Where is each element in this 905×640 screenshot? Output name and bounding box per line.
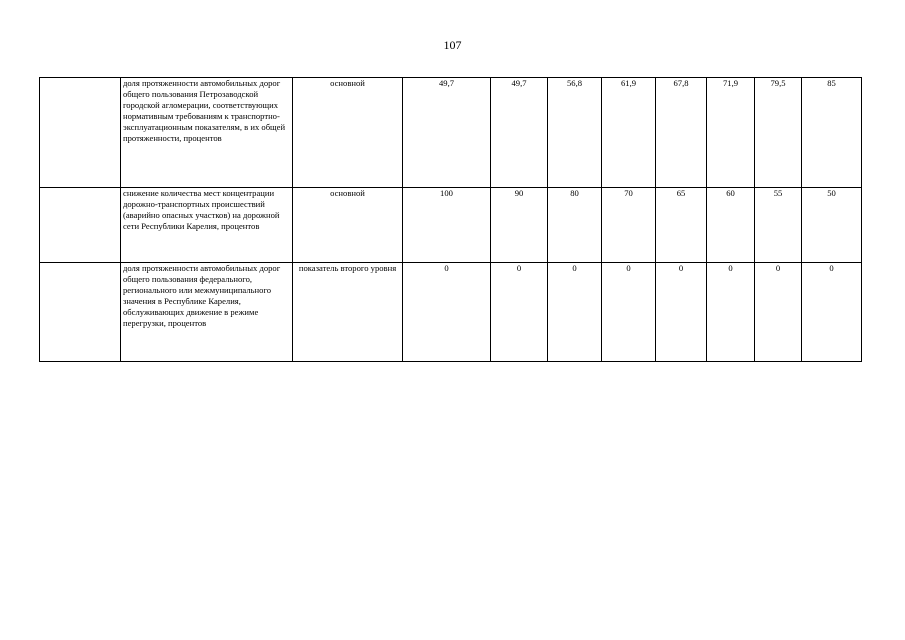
indicator-type: основной: [293, 78, 403, 188]
value-cell: 90: [491, 188, 548, 263]
table-row: [40, 263, 862, 362]
indicators-table: [39, 77, 862, 362]
value-cell: 0: [491, 263, 548, 362]
empty-cell: [40, 78, 121, 188]
value-cell: 55: [755, 188, 802, 263]
value-cell: 49,7: [491, 78, 548, 188]
empty-cell: [40, 188, 121, 263]
value-cell: 60: [707, 188, 755, 263]
value-cell: 70: [602, 188, 656, 263]
value-cell: 79,5: [755, 78, 802, 188]
value-cell: 0: [602, 263, 656, 362]
indicator-type: показатель второго уровня: [293, 263, 403, 362]
indicator-description: доля протяженности автомобильных дорог общего пользования Петрозаводской городской агломерации, соответствующих нормативным требованиям к транспортно-эксплуатационным показателям, в их общей протяженности, процентов: [121, 78, 293, 188]
indicator-description: снижение количества мест концентрации дорожно-транспортных происшествий (аварийно опасных участков) на дорожной сети Республики Карелия, процентов: [121, 188, 293, 263]
value-cell: 56,8: [548, 78, 602, 188]
value-cell: 0: [707, 263, 755, 362]
value-cell: 85: [802, 78, 862, 188]
value-cell: 0: [548, 263, 602, 362]
value-cell: 71,9: [707, 78, 755, 188]
value-cell: 0: [802, 263, 862, 362]
indicator-description: доля протяженности автомобильных дорог общего пользования федерального, регионального или межмуниципального значения в Республике Карелия, обслуживающих движение в режиме перегрузки, процентов: [121, 263, 293, 362]
value-cell: 80: [548, 188, 602, 263]
table-row: [40, 78, 862, 188]
value-cell: 0: [755, 263, 802, 362]
value-cell: 65: [656, 188, 707, 263]
indicator-type: основной: [293, 188, 403, 263]
value-cell: 0: [403, 263, 491, 362]
empty-cell: [40, 263, 121, 362]
value-cell: 100: [403, 188, 491, 263]
table-row: [40, 188, 862, 263]
page-number: 107: [443, 38, 462, 52]
value-cell: 67,8: [656, 78, 707, 188]
value-cell: 50: [802, 188, 862, 263]
value-cell: 49,7: [403, 78, 491, 188]
value-cell: 61,9: [602, 78, 656, 188]
value-cell: 0: [656, 263, 707, 362]
